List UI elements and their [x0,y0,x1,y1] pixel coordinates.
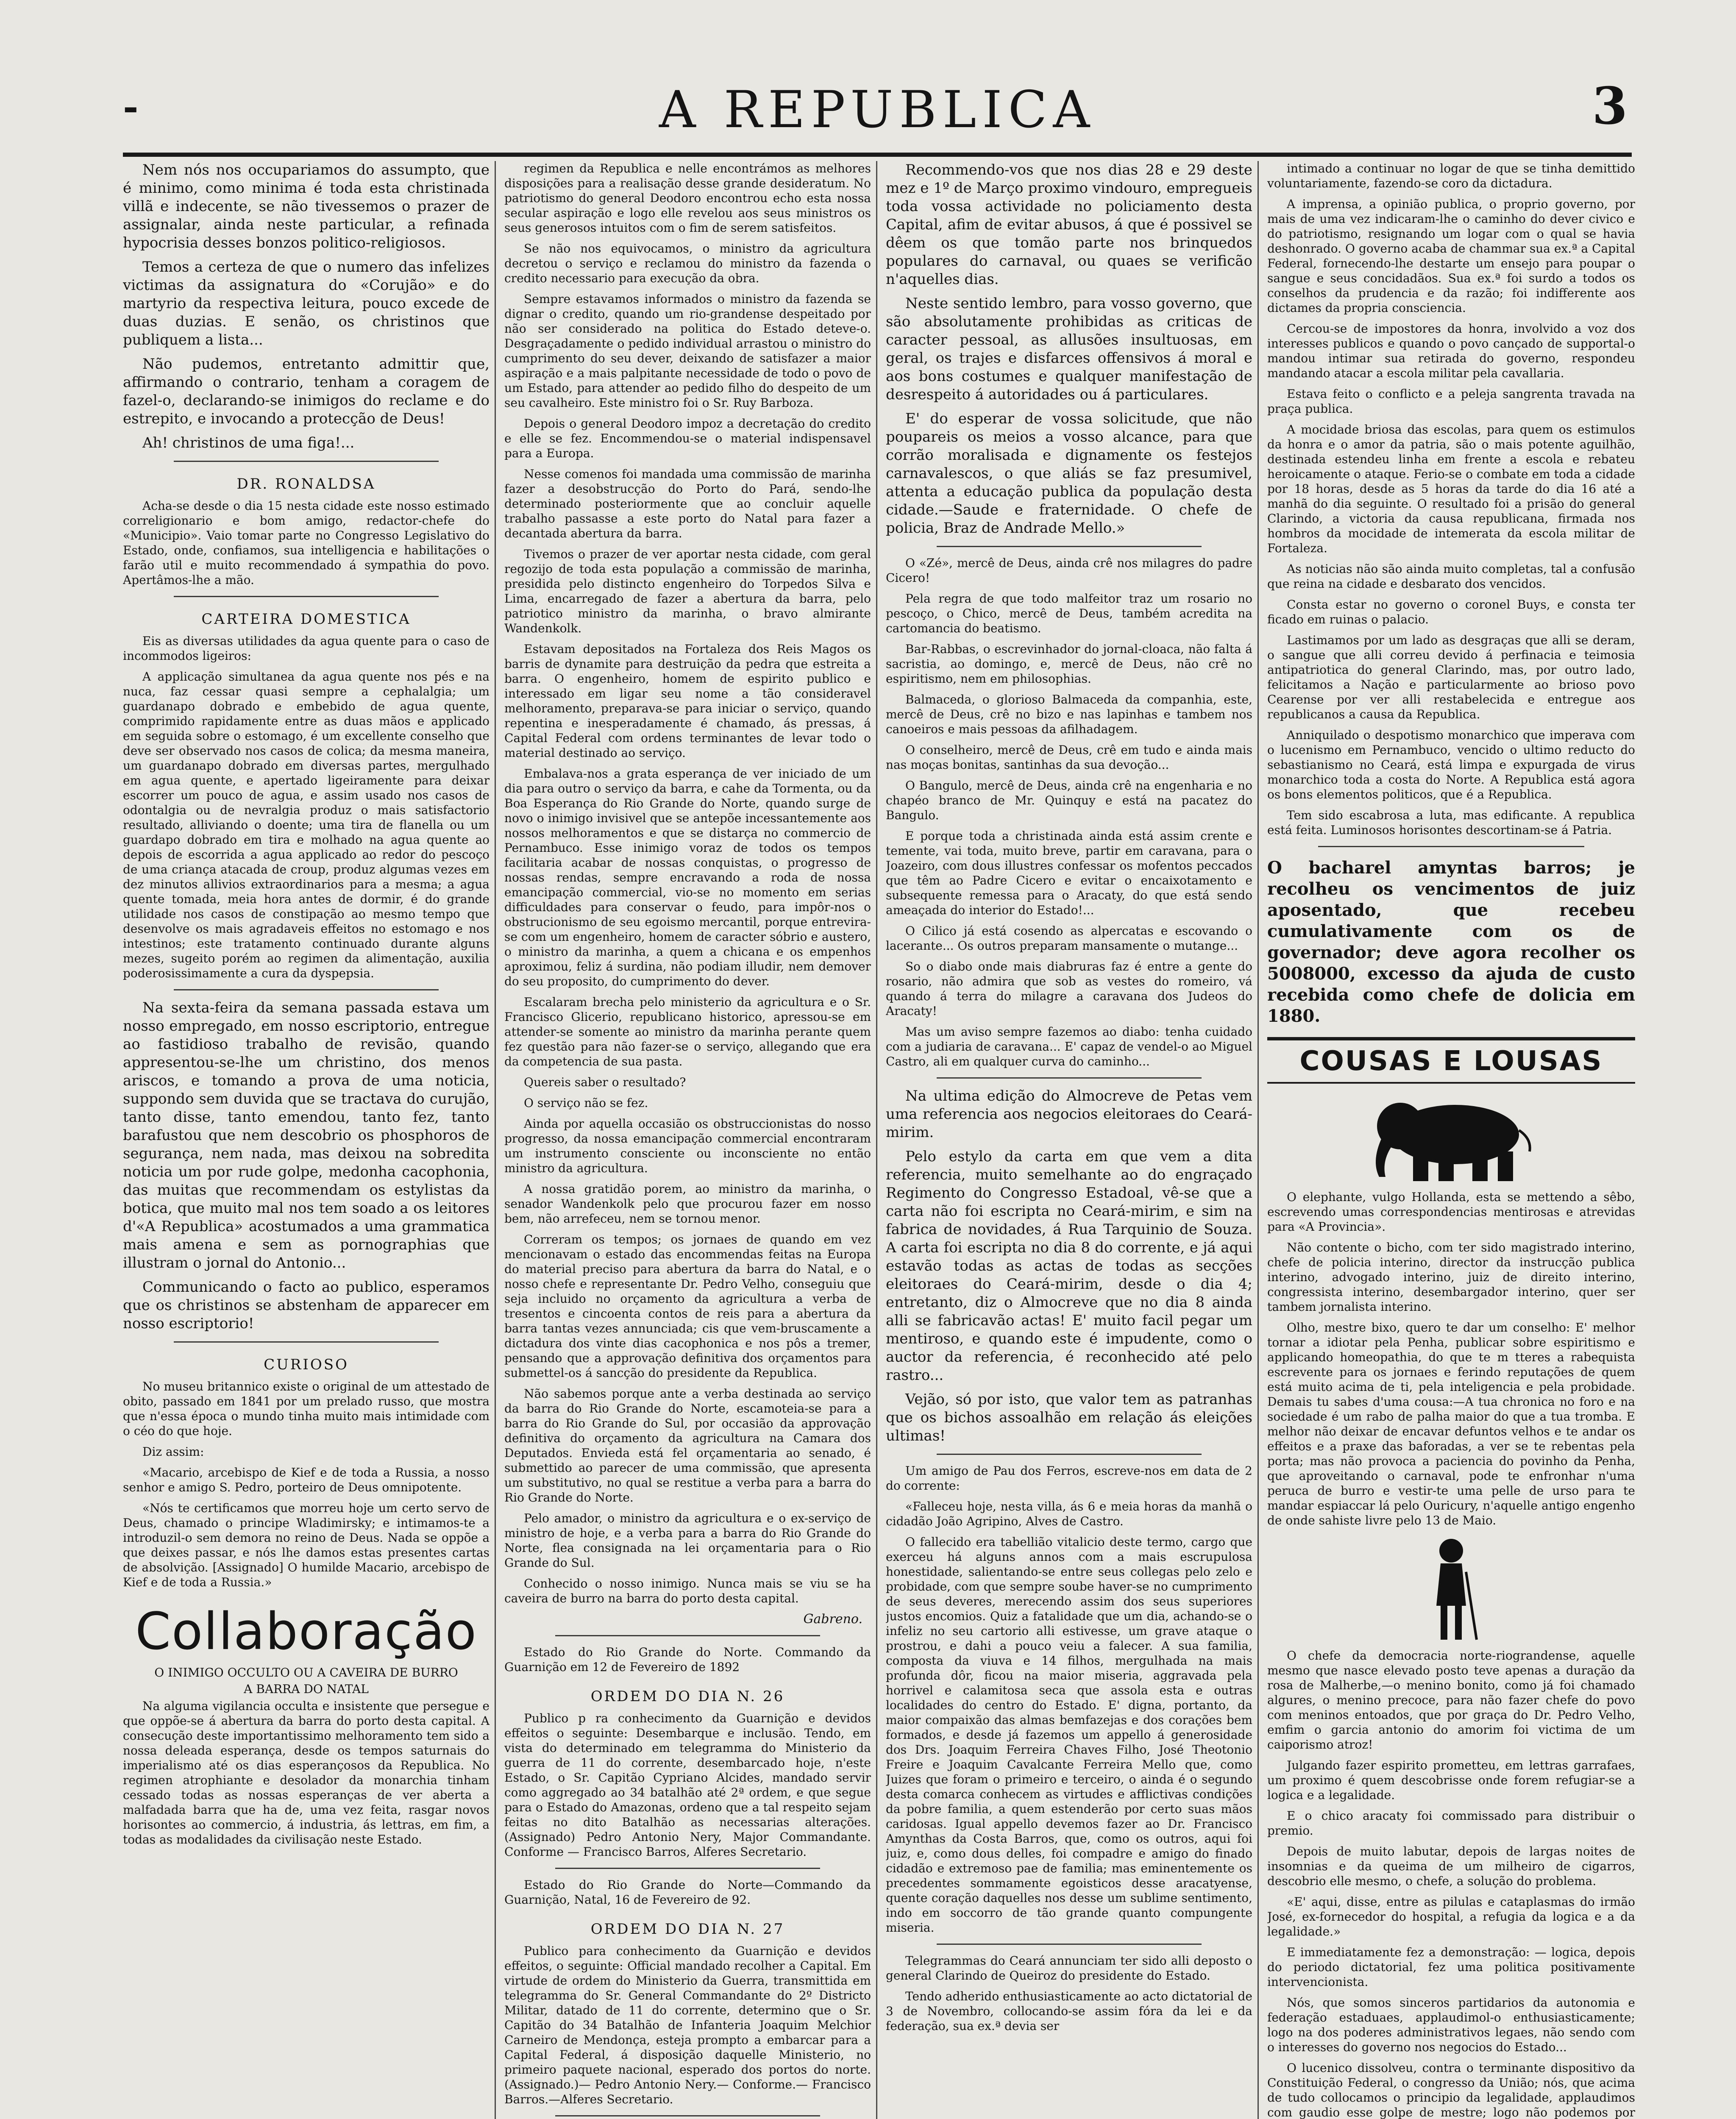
paragraph: As noticias não são ainda muito completas, tal a confusão que reina na cidade e desbarato dos vencidos. [1267,562,1635,591]
paragraph: No museu britannico existe o original de um attestado de obito, passado em 1841 por um prelado russo, que mostra que n'essa época o mundo tinha muito mais intimidade com o céo do que hoje. [123,1379,490,1438]
paragraph: Um amigo de Pau dos Ferros, escreve-nos em data de 2 do corrente: [886,1464,1252,1493]
paragraph: «E' aqui, disse, entre as pilulas e cataplasmas do irmão José, ex-fornecedor do hospital, a refugia da logica e a da legalidade.» [1267,1895,1635,1938]
paragraph: Depois de muito labutar, depois de largas noites de insomnias e da queima de um milheiro de cigarros, descobrio elle mesmo, o chefe, a solução do problema. [1267,1844,1635,1888]
column-1 [123,161,496,2119]
paragraph: O «Zé», mercê de Deus, ainda crê nos milagres do padre Cicero! [886,556,1252,585]
paragraph: Cercou-se de impostores da honra, involvido a voz dos interesses publicos e quando o povo cançado de supportal-o mandou intimar sua retirada do governo, respondeu mandando atacar a escola militar pela cavallaria. [1267,322,1635,380]
paragraph: A mocidade briosa das escolas, para quem os estimulos da honra e o amor da patria, são o mais potente aguilhão, destinada estendeu linha em frente a escola e rebateu heroicamente o ataque. Ferio-se o combate em toda a cidade por 18 horas, desde as 5 horas da tarde do dia 16 até a manhã do dia seguinte. O resultado foi a prisão do general Clarindo, a victoria da causa republicana, firmada nos hombros da mocidade de intemerata da escola militar de Fortaleza. [1267,423,1635,555]
paragraph: O chefe da democracia norte-riograndense, aquelle mesmo que nasce elevado posto teve apenas a duração da rosa de Malherbe,—o menino bonito, como já foi chamado algures, o menino precoce, para não fazer chefe do povo com meninos entoados, que por graça do Dr. Pedro Velho, emfim o garcia antonio do amorim foi victima de um caiporismo atroz! [1267,1649,1635,1752]
article-title: O INIMIGO OCCULTO OU A CAVEIRA DE BURRO [154,1666,458,1680]
section-title-ronaldsa: DR. RONALDSA [236,476,376,492]
paragraph: Tivemos o prazer de ver aportar nesta cidade, com geral regozijo de toda esta população a commissão de marinha, presidida pelo distincto engenheiro do Torpedos Silva e Lima, encarregado de fazer a abertura da barra, pelo patriotico ministro da marinha, o bravo almirante Wandenkolk. [504,547,871,635]
section-title-curioso: CURIOSO [264,1356,349,1373]
bold-notice: O bacharel amyntas barros; je recolheu os vencimentos de juiz aposentado, que recebeu cumulativamente com os de governador; deve agora recolher os 5008000, excesso da ajuda de custo recebida como chefe de dolicia em 1880. [1267,858,1635,1026]
paragraph: O Cilico já está cosendo as alpercatas e escovando o lacerante... Os outros preparam mansamente o mutange... [886,924,1252,953]
paragraph: So o diabo onde mais diabruras faz é entre a gente do rosario, não admira que sob as vestes do romeiro, vá quando á terra do milagre a caravana dos Judeos do Aracaty! [886,959,1252,1018]
cousas-e-lousas-heading: COUSAS E LOUSAS [1267,1037,1635,1084]
order-heading: Estado do Rio Grande do Norte. Commando da Guarnição em 12 de Fevereiro de 1892 [504,1645,871,1674]
paragraph: Lastimamos por um lado as desgraças que alli se deram, o sangue que alli correu devido á perfinacia e teimosia antipatriotica do general Clarindo, mas, por outro lado, felicitamos a Nação e particularmente ao brioso povo Cearense por ver alli restabelecida e entregue aos republicanos a causa da Republica. [1267,633,1635,721]
article-subtitle: A BARRA DO NATAL [244,1682,369,1696]
paragraph: «Falleceu hoje, nesta villa, ás 6 e meia horas da manhã o cidadão João Agripino, Alves de Castro. [886,1499,1252,1528]
paragraph: Pelo amador, o ministro da agricultura e o ex-serviço de ministro de hoje, e a verba para a barra do Rio Grande do Norte, flea consignada na lei orçamentaria para o Rio Grande do Sul. [504,1511,871,1570]
column-4 [1267,161,1640,2119]
paragraph: Sempre estavamos informados o ministro da fazenda se dignar o credito, quando um rio-grandense despeitado por não ser considerado na politica do Estado deteve-o. Desgraçadamente o pedido individual arrastou o ministro do cumprimento do seu dever, deixando de satisfazer a maior aspiração e a mais palpitante necessidade de todo o povo de um Estado, para attender ao pedido filho do despeito de um seu cavalheiro. Este ministro foi o Sr. Ruy Barboza. [504,292,871,410]
paragraph: Temos a certeza de que o numero das infelizes victimas da assignatura do «Corujão» e do martyrio da respectiva leitura, pouco excede de duas duzias. E senão, os christinos que publiquem a lista... [123,259,490,348]
order-heading: Estado do Rio Grande do Norte—Commando da Guarnição, Natal, 16 de Fevereiro de 92. [504,1878,871,1907]
paragraph: O fallecido era tabellião vitalicio deste termo, cargo que exerceu há alguns annos com a mais escrupulosa honestidade, salientando-se entre seus collegas pelo zelo e probidade, com que sempre soube haver-se no cumprimento de seus deveres, merecendo assim dos seus superiores justos encomios. Quiz a fatalidade que um dia, achando-se o infeliz no seu cartorio alli estivesse, um grave ataque o prostrou, e dahi a pouco veiu a falecer. A sua familia, composta da viuva e 14 filhos, mergulhada na mais profunda dôr, ficou na maior miseria, aggravada pela horrivel e calamitosa seca que assola esta e outras localidades do centro do Estado. E' digna, portanto, da maior compaixão das almas bemfazejas e dos corações bem formados, e desde já fazemos um appello á generosidade dos Drs. Joaquim Ferreira Chaves Filho, José Theotonio Freire e Joaquim Cavalcante Ferreira Mello que, como Juizes que foram o primeiro e terceiro, o ainda é o segundo desta comarca conhecem as virtudes e afflictivas condições da pobre familia, a quem estenderão por certo suas mãos caridosas. Igual appello devemos fazer ao Dr. Francisco Amynthas da Costa Barros, que, como os outros, aqui foi juiz, e, como dous delles, foi compadre e amigo do finado cidadão e extremoso pae de familia; mas eminentemente os precedentes sommamente egoisticos desse aracatyense, quente coração daquelles nos desse um sublime sentimento, indo em soccorro de tão grande quanto compungente miseria. [886,1535,1252,1935]
paragraph: Pela regra de que todo malfeitor traz um rosario no pescoço, o Chico, mercê de Deus, também acredita na cartomancia do beatismo. [886,592,1252,635]
paragraph: Na sexta-feira da semana passada estava um nosso empregado, em nosso escriptorio, entregue ao fastidioso trabalho de revisão, quando appresentou-se-lhe um christino, dos menos ariscos, e tomando a prova de uma noticia, suppondo sem duvida que se tractava do curujão, tanto disse, tanto emendou, tanto fez, tanto barafustou que nem descobrio os phosphoros de segurança, nem nada, mas deixou na sobredita noticia um por rude golpe, medonha cacophonia, das muitas que recommendam os estylistas da botica, que muito mal nos tem soado a os leitores d'«A Republica» acostumados a uma grammatica mais amena e sem as pornographias que illustram o jornal do Antonio... [123,999,490,1271]
elephant-illustration [1362,1092,1540,1185]
paragraph: Telegrammas do Ceará annunciam ter sido alli deposto o general Clarindo de Queiroz do presidente do Estado. [886,1954,1252,1983]
paragraph: Correram os tempos; os jornaes de quando em vez mencionavam o estado das encommendas feitas na Europa do material preciso para abertura da barra do Natal, e o nosso chefe e representante Dr. Pedro Velho, conseguiu que seja incluido no orçamento da agricultura a verba de tresentos e cincoenta contos de reis para a abertura da barra tantas vezes annunciada; cis que vem-bruscamente a dictadura dos vinte dias cacophonica e nos pôs a tremer, pensando que a approvação definitiva dos orçamentos para submettel-os á sancção do presidente da Republica. [504,1232,871,1380]
divider [174,1341,439,1343]
figure-illustration [1417,1534,1485,1644]
paragraph: O conselheiro, mercê de Deus, crê em tudo e ainda mais nas moças bonitas, santinhas da sua devoção... [886,743,1252,772]
order-title: ORDEM DO DIA N. 26 [590,1688,785,1705]
paragraph: Olho, mestre bixo, quero te dar um conselho: E' melhor tornar a idiotar pela Penha, publicar sobre espiritismo e applicando homeopathia, do que te m tteres a rabequista escrevente para os jornaes e ferindo reputações de quem está muito acima de ti, pela inteligencia e pela probidade. Demais tu sabes d'uma cousa:—A tua chronica no foro e na sociedade é um rabo de palha maior do que a tua tromba. E melhor não deixar de encavar defuntos velhos e te andar os effeitos e a praxe das baforadas, a ver se te rebentas pela porta; mas não provoca a paciencia do povinho da Penha, que aproveitando o carnaval, pode te enfronhar n'uma peruca de burro e vestir-te uma pelle de urso para te mandar espiaccar lá pelo Ouricury, n'aquelle antigo engenho de onde sahiste livre pelo 13 de Maio. [1267,1321,1635,1527]
paragraph: intimado a continuar no logar de que se tinha demittido voluntariamente, fazendo-se coro da dictadura. [1267,161,1635,190]
paragraph: E o chico aracaty foi commissado para distribuir o premio. [1267,1809,1635,1838]
paragraph: O lucenico dissolveu, contra o terminante dispositivo da Constituição Federal, o congresso da União; nós, que acima de tudo collocamos o principio da legalidade, applaudimos com gaudio esse golpe de mestre; logo não podemos por [1267,2061,1635,2119]
paragraph: Nesse comenos foi mandada uma commissão de marinha fazer a desobstrucção do Porto do Pará, sendo-lhe determinado posteriormente que ao concluir aquelle trabalho passasse a este porto do Natal para fazer a decantada abertura da barra. [504,467,871,540]
paragraph: O Bangulo, mercê de Deus, ainda crê na engenharia e no chapéo branco de Mr. Quinquy e está na pacatez do Bangulo. [886,779,1252,822]
paragraph: Escalaram brecha pelo ministerio da agricultura e o Sr. Francisco Glicerio, republicano historico, apressou-se em attender-se somente ao ministro da marinha perante quem fez questão para não fazer-se o serviço, allegando que era da competencia de sua pasta. [504,995,871,1068]
paragraph: Tendo adherido enthusiasticamente ao acto dictatorial de 3 de Novembro, collocando-se assim fóra da lei e da federação, sua ex.ª devia ser [886,1989,1252,2033]
paragraph: Na alguma vigilancia occulta e insistente que persegue e que oppõe-se á abertura da barra do porto desta capital. A consecução deste importantissimo melhoramento tem sido a nossa deleada esperança, desde os tempos saturnais do imperialismo até os dias esperançosos da Republica. No regimen atrophiante e desolador da monarchia tinham cessado todas as nossas esperanças de ver aberta a malfadada barra que ha de, uma vez feita, rasgar novos horisontes ao commercio, á industria, ás lettras, em fim, a todas as modalidades da civilisação neste Estado. [123,1699,490,1846]
paragraph: Tem sido escabrosa a luta, mas edificante. A republica está feita. Luminosos horisontes descortinam-se á Patria. [1267,808,1635,837]
paragraph: Estava feito o conflicto e a peleja sangrenta travada na praça publica. [1267,387,1635,416]
divider [174,989,439,990]
paragraph: E' do esperar de vossa solicitude, que não poupareis os meios a vosso alcance, para que corrão moralisada e dignamente os festejos carnavalescos, o que aliás se faz presumivel, attenta a educação publica da população desta cidade.—Saude e fraternidade. O chefe de policia, Braz de Andrade Mello.» [886,410,1252,537]
paragraph: A nossa gratidão porem, ao ministro da marinha, o senador Wandenkolk pelo que procurou fazer em nosso bem, não arrefeceu, nem se tornou menor. [504,1182,871,1226]
column-3 [886,161,1259,2119]
page-number: 3 [1592,76,1628,136]
divider [174,461,439,462]
paragraph: A applicação simultanea da agua quente nos pés e na nuca, faz cessar quasi sempre a cephalalgia; um guardanapo dobrado e embebido de agua quente, comprimido rapidamente entre as duas mãos e applicado em seguida sobre o estomago, é um excellente conselho que deve ser observado nos casos de colica; da mesma maneira, um guardanapo dobrado em diversas partes, mergulhado em agua quente, e apertado ligeiramente para deixar escorrer um pouco de agua, e assim usado nos casos de odontalgia ou de nevralgia produz o mais satisfactorio resultado, alliviando o doente; uma tira de flanella ou um guardapo dobrado em tira e molhado na agua quente ao depois de escorrida a agua applicado ao redor do pescoço de uma criança atacada de croup, produz algumas vezes em dez minutos allivios extraordinarios para a mesma; a agua quente tomada, meia hora antes de dormir, é do grande utilidade nos casos de constipação ao mesmo tempo que desenvolve os mais agradaveis effeitos no estomago e nos intestinos; este tratamento continuado durante alguns mezes, sugeito porém ao regimen da alimentação, auxilia poderosissimamente a cura da dyspepsia. [123,670,490,980]
masthead [123,72,1632,157]
paragraph: «Nós te certificamos que morreu hoje um certo servo de Deus, chamado o principe Wladimirsky; e intimamos-te a introduzil-o sem demora no reino de Deus. Nada se oppõe a que deixes passar, e nós lhe damos estas presentes cartas de absolvição. [Assignado] O humilde Macario, arcebispo de Kief e de toda a Russia.» [123,1501,490,1589]
paragraph: Bar-Rabbas, o escrevinhador do jornal-cloaca, não falta á sacristia, ao domingo, e, mercê de Deus, não crê no espiritismo, nem em philosophias. [886,642,1252,686]
divider [555,1635,820,1636]
column-2 [504,161,877,2119]
divider [937,1454,1202,1455]
signature: Gabreno. [803,1612,862,1627]
order-title: ORDEM DO DIA N. 27 [590,1921,785,1938]
paragraph: regimen da Republica e nelle encontrámos as melhores disposições para a realisação desse grande desideratum. No patriotismo do general Deodoro encontrou echo esta nossa secular aspiração e logo elle revelou aos seus ministros os seus generosos intuitos com o fim de serem satisfeitos. [504,161,871,235]
paragraph: Acha-se desde o dia 15 nesta cidade este nosso estimado correligionario e bom amigo, redactor-chefe do «Municipio». Vaio tomar parte no Congresso Legislativo do Estado, onde, confiamos, sua intelligencia e habilitações o farão util e muito recommendado á sympathia do povo. Apertâmos-lhe a mão. [123,499,490,587]
divider [174,596,439,597]
divider [937,1944,1202,1945]
paragraph: Balmaceda, o glorioso Balmaceda da companhia, este, mercê de Deus, crê no bizo e nas lapinhas e tambem nos canoeiros e mais pessoas da afilhadagem. [886,692,1252,736]
divider [555,2115,820,2116]
divider [937,1077,1202,1079]
paragraph: Conhecido o nosso inimigo. Nunca mais se viu se ha caveira de burro na barra do porto desta capital. [504,1577,871,1605]
paragraph: Ainda por aquella occasião os obstruccionistas do nosso progresso, da nossa emancipação commercial encontraram um instrumento consciente ou inconsciente no então ministro da agricultura. [504,1117,871,1175]
paragraph: Pelo estylo da carta em que vem a dita referencia, muito semelhante ao do engraçado Regimento do Congresso Estadoal, vê-se que a carta não foi escripta no Ceará-mirim, e sim na fabrica de novidades, á Rua Tarquinio de Souza. A carta foi escripta no dia 8 do corrente, e já aqui estavão todas as actas de todas as secções eleitoraes do Ceará-mirim, desde o dia 4; entretanto, diz o Almocreve que no dia 8 ainda alli se fabricavão actas! E' muito facil pegar um mentiroso, e quando este é impudente, como o auctor da referencia, é reconhecido até pelo rastro... [886,1148,1252,1384]
divider [555,1868,820,1869]
paragraph: O serviço não se fez. [524,1096,648,1110]
paragraph: Não sabemos porque ante a verba destinada ao serviço da barra do Rio Grande do Norte, escamoteia-se para a barra do Rio Grande do Sul, por occasião da approvação definitiva do orçamento da agricultura na Camara dos Deputados. Envieda está fel orçamentaria ao senado, é submettido ao parecer de uma commissão, que apresenta um substitutivo, no qual se restitue a verba para a barra do Rio Grande do Norte. [504,1387,871,1504]
paragraph: Vejão, só por isto, que valor tem as patranhas que os bichos assoalhão em relação ás eleições ultimas! [886,1391,1252,1444]
columns [123,161,1640,2119]
paragraph: Estavam depositados na Fortaleza dos Reis Magos os barris de dynamite para destruição da pedra que estreita a barra. O engenheiro, homem de espirito publico e interessado em ligar seu nome a tão consideravel melhoramento, preparava-se para iniciar o serviço, quando repentina e inesperadamente é chamado, ás pressas, á Capital Federal com ordens terminantes de levar todo o material destinado ao serviço. [504,642,871,760]
paragraph: Se não nos equivocamos, o ministro da agricultura decretou o serviço e reclamou do ministro da fazenda o credito necessario para execução da obra. [504,242,871,285]
paragraph: Neste sentido lembro, para vosso governo, que são absolutamente prohibidas as criticas de caracter pessoal, as allusões insultuosas, em geral, os trajes e disfarces offensivos á moral e aos bons costumes e qualquer manifestação de desrespeito á autoridades ou á particulares. [886,295,1252,403]
paragraph: A imprensa, a opinião publica, o proprio governo, por mais de uma vez indicaram-lhe o caminho do dever civico e do patriotismo, resignando um logar com o qual se havia deshonrado. O governo acaba de chammar sua ex.ª a Capital Federal, fornecendo-lhe destarte um ensejo para poupar o sangue e seus concidadãos. Sua ex.ª foi surdo a todos os conselhos da prudencia e da razão; foi indifferente aos dictames da propria consciencia. [1267,197,1635,315]
paragraph: Diz assim: [142,1445,204,1459]
paragraph: Depois o general Deodoro impoz a decretação do credito e elle se fez. Encommendou-se o material indispensavel para a Europa. [504,417,871,460]
paragraph: Julgando fazer espirito prometteu, em lettras garrafaes, um proximo é quem descobrisse onde forem refugiar-se a logica e a legalidade. [1267,1758,1635,1802]
paragraph: Na ultima edição do Almocreve de Petas vem uma referencia aos negocios eleitoraes do Ceará-mirim. [886,1087,1252,1141]
newspaper-title: A REPUBLICA [659,81,1096,139]
paragraph: Ah! christinos de uma figa!... [142,434,355,451]
paragraph: Mas um aviso sempre fazemos ao diabo: tenha cuidado com a judiaria de caravana... E' capaz de vendel-o ao Miguel Castro, ali em qualquer curva do caminho... [886,1025,1252,1068]
paragraph: «Macario, arcebispo de Kief e de toda a Russia, a nosso senhor e amigo S. Pedro, porteiro de Deus omnipotente. [123,1466,490,1494]
divider [1318,846,1584,847]
paragraph: Não contente o bicho, com ter sido magistrado interino, chefe de policia interino, director da instrucção publica interino, advogado interino, juiz de direito interino, congressista interino, desembargador interino, quer ser tambem jornalista interino. [1267,1240,1635,1314]
collaboracao-heading: Collaboração [135,1602,477,1661]
paragraph: Communicando o facto ao publico, esperamos que os christinos se abstenham de apparecer em nosso escriptorio! [123,1279,490,1332]
paragraph: Anniquilado o despotismo monarchico que imperava com o lucenismo em Pernambuco, vencido o ultimo reducto do sebastianismo no Ceará, está limpa e expurgada de virus monarchico toda a costa do Norte. A Republica está agora os bons elementos politicos, que é a Republica. [1267,728,1635,801]
paragraph: E porque toda a christinada ainda está assim crente e temente, vai toda, muito breve, partir em caravana, para o Joazeiro, com dous illustres confessar os mofentos peccados que têm ao Padre Cicero e evitar o encaixotamento e subsequente remessa para o Aracaty, do que está sendo ameaçada do interior do Estado!... [886,829,1252,917]
paragraph: Quereis saber o resultado? [524,1075,686,1089]
divider [937,546,1202,547]
paragraph: O elephante, vulgo Hollanda, esta se mettendo a sêbo, escrevendo umas correspondencias mentirosas e atrevidas para «A Provincia». [1267,1190,1635,1234]
paragraph: Publico p ra conhecimento da Guarnição e devidos effeitos o seguinte: Desembarque e inclusão. Tendo, em vista do determinado em telegramma do Ministerio da guerra de 11 do corrente, desembarcado hoje, n'este Estado, o Sr. Capitão Cypriano Alcides, mandado servir como aggregado ao 34 batalhão até 2ª ordem, e que segue para o Estado do Amazonas, ordeno que a tal respeito sejam feitas no dito Batalhão as necessarias alterações. (Assignado) Pedro Antonio Nery, Major Commandante. Conforme — Francisco Barros, Alferes Secretario. [504,1711,871,1859]
paragraph: Não pudemos, entretanto admittir que, affirmando o contrario, tenham a coragem de fazel-o, declarando-se inimigos do reclame e do estrepito, e invocando a protecção de Deus! [123,356,490,427]
paragraph: Consta estar no governo o coronel Buys, e consta ter ficado em ruinas o palacio. [1267,598,1635,626]
paragraph: Embalava-nos a grata esperança de ver iniciado de um dia para outro o serviço da barra, e cahe da Tormenta, ou da Boa Esperança do Rio Grande do Norte, quando surge de novo o inimigo invisivel que se antepõe incessantemente aos nossos melhoramentos e que se distarça no commercio de Pernambuco. Esse inimigo voraz de todos os tempos facilitaria acabar de nossas conquistas, o progresso de nossas rendas, sempre encravando a roda de nossa emancipação commercial, vio-se no momento em serias difficuldades para conservar o feudo, para impôr-nos o obstrucionismo de seu egoismo mercantil, porque entrevira-se com um engenheiro, homem de caracter sóbrio e austero, o ministro da marinha, a quem a chicana e os empenhos aproximou, feliz á surdina, não podiam illudir, nem demover do seu proposito, do cumprimento do dever. [504,767,871,988]
paragraph: Publico para conhecimento da Guarnição e devidos effeitos, o seguinte: Official mandado recolher a Capital. Em virtude de ordem do Ministerio da Guerra, transmittida em telegramma do Sr. General Commandante do 2º Districto Militar, datado de 11 do corrente, determino que o Sr. Capitão do 34 Batalhão de Infanteria Joaquim Melchior Carneiro de Mendonça, esteja prompto a embarcar para a Capital Federal, á disposição daquelle Ministerio, no primeiro paquete nacional, esperado dos portos do norte. (Assignado.)— Pedro Antonio Nery.— Conforme.— Francisco Barros.—Alferes Secretario. [504,1944,871,2106]
paragraph: Nem nós nos occupariamos do assumpto, que é minimo, como minima é toda esta christinada villã e indecente, se não tivessemos o prazer de assignalar, ainda neste particular, a refinada hypocrisia desses bonzos politico-religiosos. [123,161,490,251]
paragraph: E immediatamente fez a demonstração: — logica, depois do periodo dictatorial, fez uma politica positivamente intervencionista. [1267,1945,1635,1989]
masthead-marker: - [123,85,139,129]
section-title-carteira: CARTEIRA DOMESTICA [201,611,411,628]
paragraph: Eis as diversas utilidades da agua quente para o caso de incommodos ligeiros: [123,634,490,663]
paragraph: Recommendo-vos que nos dias 28 e 29 deste mez e 1º de Março proximo vindouro, empregueis toda vossa actividade no policiamento desta Capital, afim de evitar abusos, á que é possivel se dêem os que tomão parte nos brinquedos populares do carnaval, ou quaes se verificão n'aquelles dias. [886,161,1252,288]
paragraph: Nós, que somos sinceros partidarios da autonomia e federação estaduaes, applaudimol-o enthusiasticamente; logo na dos poderes administrativos legaes, não sendo com o interesses do governo nos negocios do Estado... [1267,1996,1635,2054]
